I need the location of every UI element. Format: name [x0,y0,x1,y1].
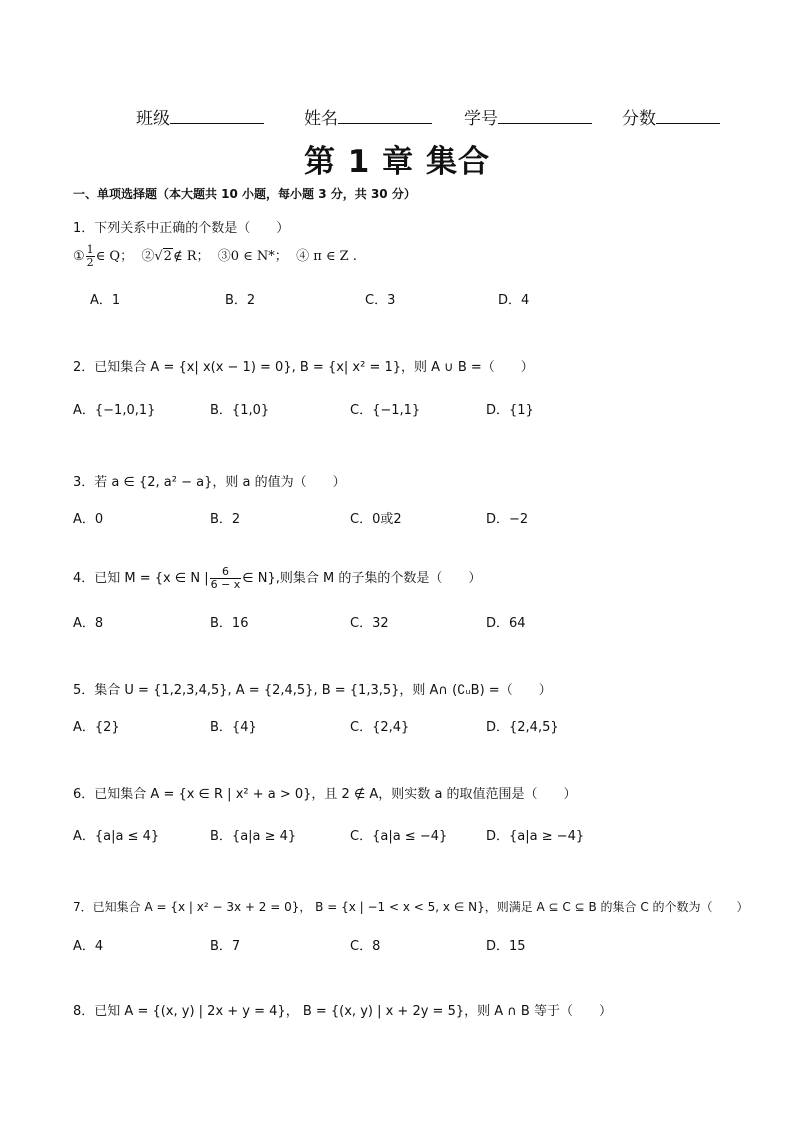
question-stem: 集合 U = {1,2,3,4,5}, A = {2,4,5}, B = {1,3,5}，则 A∩ (∁ᵤB) =（ ） [94,683,552,698]
question-7 [73,898,749,915]
fraction-denominator: 2 [86,256,94,269]
option-a: A．8 [73,616,104,631]
option-c: C．32 [350,616,389,631]
statement-1-tail: ∈ Q； [95,249,134,264]
question-number: 6． [73,787,95,802]
question-number: 7． [73,900,93,914]
class-label: 班级 [136,109,170,129]
option-b: B．{4} [210,720,257,735]
statement-2-tail: ∉ R； [172,249,210,264]
option-d: D．{a|a ≥ −4} [486,829,585,844]
question-number: 3． [73,475,95,490]
fraction-numerator: 1 [86,243,94,256]
question-2 [73,356,534,375]
page-title: 第 1 章 集合 [304,144,490,180]
option-a: A．1 [90,293,121,308]
statement-3: ③0 ∈ N*； [217,249,288,264]
question-5 [73,679,552,698]
option-b: B．{a|a ≥ 4} [210,829,297,844]
question-number: 1． [73,221,95,236]
question-1-statements [73,244,357,269]
student-id-field [464,104,592,129]
question-stem: 下列关系中正确的个数是（ ） [94,221,290,236]
question-number: 5． [73,683,95,698]
question-number: 2． [73,360,95,375]
student-id-blank [498,106,592,124]
option-c: C．0或2 [350,512,402,527]
option-a: A．4 [73,939,104,954]
option-c: C．{a|a ≤ −4} [350,829,448,844]
question-3 [73,471,346,490]
fraction [86,244,95,269]
option-d: D．−2 [486,512,529,527]
option-a: A．{2} [73,720,120,735]
option-c: C．{−1,1} [350,403,421,418]
question-number: 4． [73,571,95,586]
question-1 [73,217,289,236]
sqrt-radicand: 2 [163,249,172,264]
option-d: D．15 [486,939,526,954]
class-field [136,104,264,129]
student-id-label: 学号 [464,109,498,129]
statement-2-marker: ② [141,249,155,264]
name-blank [338,106,432,124]
option-b: B．16 [210,616,249,631]
question-stem: 已知集合 A = {x | x² − 3x + 2 = 0}， B = {x | −1 < x < 5, x ∈ N}，则满足 A ⊆ C ⊆ B 的集合 C 的个数为（ ） [92,900,749,914]
question-stem: 已知集合 A = {x ∈ R | x² + a > 0}，且 2 ∉ A，则实数 a 的取值范围是（ ） [94,787,577,802]
question-stem: 已知 A = {(x, y) | 2x + y = 4}， B = {(x, y) | x + 2y = 5}，则 A ∩ B 等于（ ） [94,1004,612,1019]
section-heading: 一、单项选择题（本大题共 10 小题，每小题 3 分，共 30 分） [73,187,416,201]
statement-1-marker: ① [73,249,85,264]
option-c: C．8 [350,939,381,954]
option-b: B．7 [210,939,241,954]
question-8 [73,1000,612,1019]
sqrt-icon: √ [154,249,163,264]
question-stem: 已知集合 A = {x| x(x − 1) = 0}, B = {x| x² = 1}，则 A ∪ B =（ ） [94,360,534,375]
fraction-numerator: 6 [210,566,242,579]
score-field [622,104,720,129]
name-field [304,104,432,129]
name-label: 姓名 [304,109,338,129]
question-stem-end: ∈ N},则集合 M 的子集的个数是（ ） [242,571,482,586]
option-d: D．4 [498,293,530,308]
question-stem-start: 已知 M = {x ∈ N | [94,571,209,586]
option-a: A．{a|a ≤ 4} [73,829,160,844]
option-b: B．2 [225,293,256,308]
fraction-denominator: 6 − x [210,578,241,591]
score-label: 分数 [622,109,656,129]
option-a: A．{−1,0,1} [73,403,156,418]
option-d: D．64 [486,616,526,631]
option-d: D．{1} [486,403,534,418]
option-a: A．0 [73,512,104,527]
question-6 [73,783,577,802]
fraction [210,566,242,591]
class-blank [170,106,264,124]
question-stem: 若 a ∈ {2, a² − a}，则 a 的值为（ ） [94,475,346,490]
option-b: B．{1,0} [210,403,270,418]
option-c: C．{2,4} [350,720,410,735]
option-d: D．{2,4,5} [486,720,559,735]
statement-4: ④ π ∈ Z . [296,249,357,264]
option-c: C．3 [365,293,396,308]
option-b: B．2 [210,512,241,527]
question-4 [73,566,481,591]
question-number: 8． [73,1004,95,1019]
score-blank [656,106,720,124]
